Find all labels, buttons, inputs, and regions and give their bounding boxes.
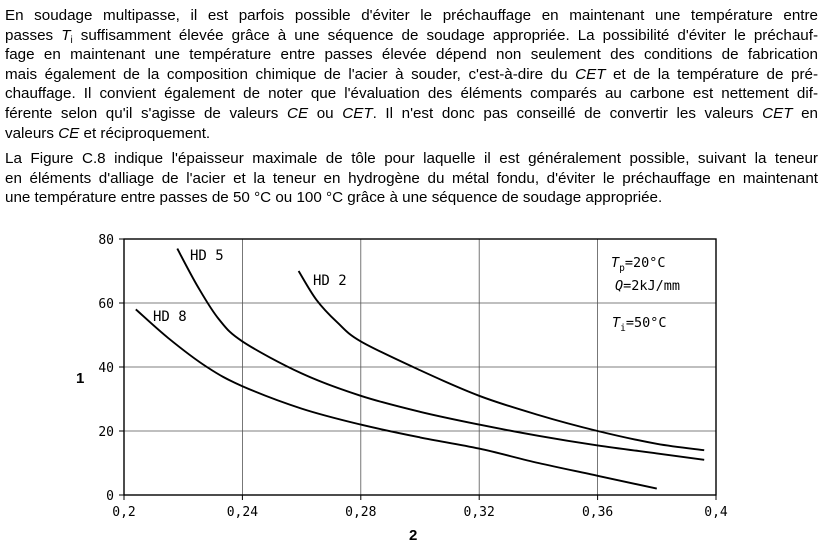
series-line-hd-8 xyxy=(136,309,657,488)
y-tick-label: 40 xyxy=(98,361,114,376)
text-line: chauffage. Il convient également de noter que l'évaluation des éléments comparés au carbone est nettement dif- xyxy=(5,85,818,103)
y-tick-label: 80 xyxy=(98,233,114,248)
y-tick-label: 60 xyxy=(98,297,114,312)
text-line: mais également de la composition chimique de l'acier à souder, c'est-à-dire du CET et de la température de pré- xyxy=(5,65,818,83)
annotation-q: Q=2kJ/mm xyxy=(615,278,681,294)
chart-annotations xyxy=(611,255,680,334)
x-axis-label: 2 xyxy=(409,527,418,544)
text-line: valeurs CE et réciproquement. xyxy=(5,124,211,142)
x-tick-label: 0,36 xyxy=(581,505,614,520)
series-label: HD 2 xyxy=(313,273,347,289)
text-line: En soudage multipasse, il est parfois possible d'éviter le préchauffage en maintenant une température entre xyxy=(5,7,818,24)
y-tick-label: 0 xyxy=(106,489,114,504)
x-tick-label: 0,24 xyxy=(226,505,259,520)
x-tick-label: 0,4 xyxy=(704,505,728,520)
text-line: en éléments d'alliage de l'acier et la teneur en hydrogène du métal fondu, d'éviter le préchauffage en maintenant xyxy=(5,169,818,187)
x-tick-label: 0,28 xyxy=(345,505,377,520)
y-tick-label: 20 xyxy=(98,425,114,440)
text-line: La Figure C.8 indique l'épaisseur maximale de tôle pour laquelle il est généralement possible, suivant la teneur xyxy=(5,150,818,167)
text-line: férente selon qu'il s'agisse de valeurs CE ou CET. Il n'est donc pas conseillé de convertir les valeurs CET en xyxy=(5,104,818,122)
annotation-ti: $T_i=50^\circ C$ xyxy=(612,315,667,334)
text-line: fage en maintenant une température entre passes élevée dépend non seulement des conditions de fabrication xyxy=(5,46,818,64)
text-line: une température entre passes de 50 °C ou 100 °C grâce à une séquence de soudage appropriée. xyxy=(5,189,663,207)
x-tick-label: 0,32 xyxy=(463,505,495,520)
text-line: passes $T_i$ suffisamment élevée grâce à une séquence de soudage appropriée. La possibilité d'éviter le préchauf- xyxy=(5,26,819,46)
series-label: HD 5 xyxy=(190,248,224,264)
series-label: HD 8 xyxy=(153,309,187,325)
y-axis-label: 1 xyxy=(76,370,85,387)
x-tick-label: 0,2 xyxy=(112,505,136,520)
annotation-tp: $T_p=20^\circ C$ xyxy=(611,255,666,274)
